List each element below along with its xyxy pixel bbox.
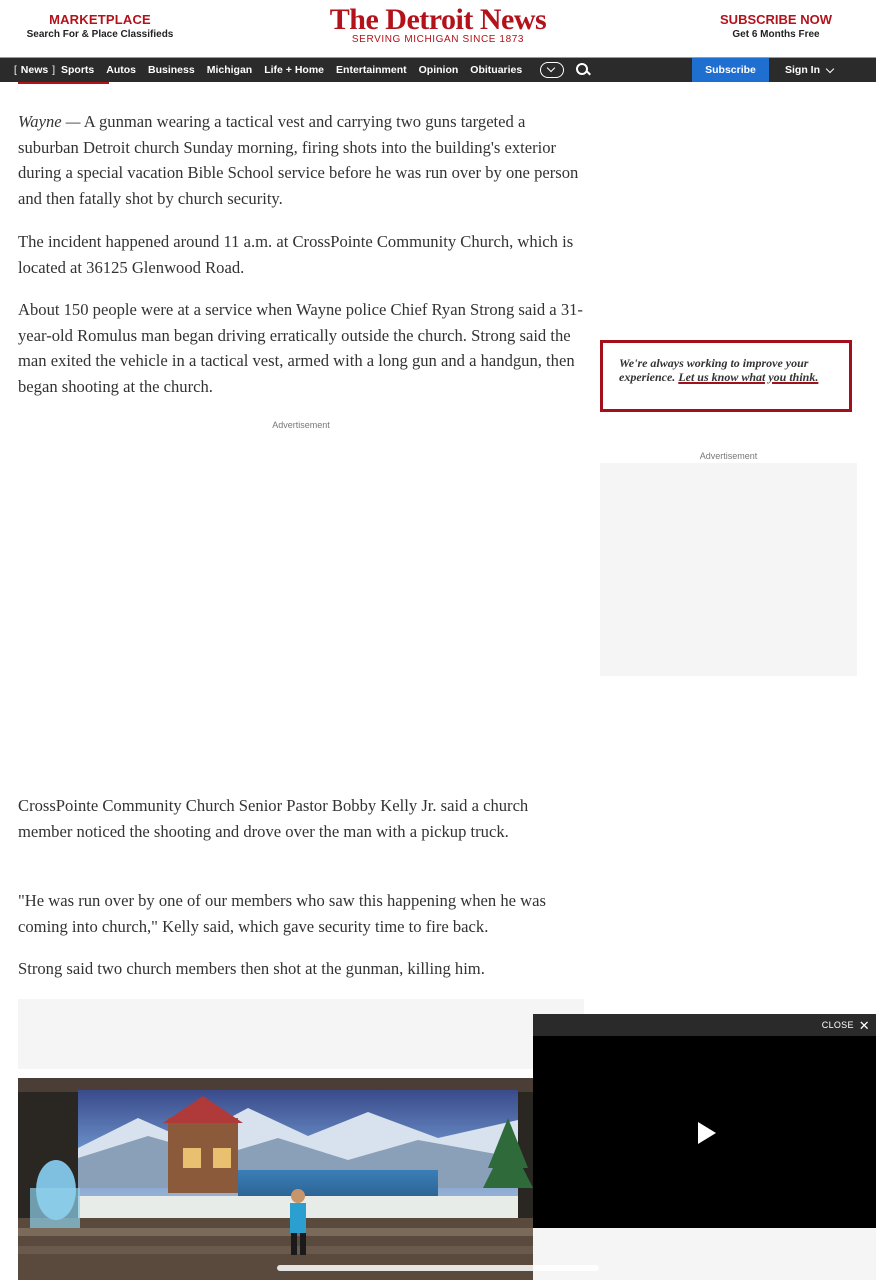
close-video-button[interactable] bbox=[822, 1017, 870, 1033]
nav-active-bracket-close: ] bbox=[52, 64, 55, 76]
article-paragraph bbox=[18, 297, 586, 400]
nav-more-chevron-icon[interactable] bbox=[540, 62, 564, 78]
advertisement-label: Advertisement bbox=[272, 420, 330, 430]
article-paragraph bbox=[18, 793, 586, 844]
subscribe-button[interactable]: Subscribe bbox=[692, 58, 769, 82]
nav-item-sports[interactable]: Sports bbox=[61, 64, 95, 76]
nav-item-opinion[interactable]: Opinion bbox=[418, 64, 459, 76]
church-stage-image bbox=[18, 1078, 534, 1280]
main-nav bbox=[0, 57, 876, 82]
site-header bbox=[0, 0, 876, 57]
site-logo[interactable] bbox=[300, 4, 576, 45]
close-label: CLOSE bbox=[821, 1020, 854, 1030]
video-caption-area bbox=[533, 1228, 876, 1280]
section-rule bbox=[18, 82, 109, 84]
article-dateline: Wayne — bbox=[18, 112, 81, 131]
article-paragraph bbox=[18, 956, 586, 982]
nav-item-business[interactable]: Business bbox=[148, 64, 195, 76]
paragraph-2-text: The incident happened around 11 a.m. at CrossPointe Community Church, which is located at 36125 Glenwood Road. bbox=[18, 232, 574, 277]
subscribe-promo-title: SUBSCRIBE NOW bbox=[720, 12, 832, 27]
paragraph-1-text: A gunman wearing a tactical vest and carrying two guns targeted a suburban Detroit church Sunday morning, firing shots into the building's exterior during a special vacation Bible School service before he was run over by one person and then fatally shot by church security. bbox=[18, 112, 579, 209]
logo-name: The Detroit News bbox=[329, 3, 547, 36]
sidebar-advertisement-label: Advertisement bbox=[699, 451, 758, 461]
sign-in-label: Sign In bbox=[785, 64, 820, 76]
feedback-link[interactable]: Let us know what you think. bbox=[678, 369, 819, 384]
marketplace-subtitle: Search For & Place Classifieds bbox=[26, 29, 174, 40]
article-paragraph bbox=[18, 888, 586, 939]
floating-video-player[interactable] bbox=[533, 1014, 876, 1280]
video-screen[interactable] bbox=[533, 1036, 876, 1228]
home-indicator[interactable] bbox=[277, 1265, 599, 1271]
article-photo[interactable] bbox=[18, 1078, 534, 1280]
nav-item-entertainment[interactable]: Entertainment bbox=[336, 64, 407, 76]
nav-item-autos[interactable]: Autos bbox=[106, 64, 137, 76]
sidebar-ad-placeholder bbox=[600, 463, 857, 676]
subscribe-promo-subtitle: Get 6 Months Free bbox=[732, 29, 820, 40]
subscribe-promo-link[interactable] bbox=[676, 12, 876, 40]
feedback-text bbox=[619, 357, 843, 384]
nav-item-michigan[interactable]: Michigan bbox=[206, 64, 253, 76]
nav-item-news[interactable]: News bbox=[20, 64, 49, 76]
ad-placeholder bbox=[18, 999, 584, 1069]
nav-active-bracket-open: [ bbox=[14, 64, 17, 76]
feedback-box bbox=[600, 340, 852, 412]
video-player-bar bbox=[533, 1014, 876, 1036]
sign-in-menu[interactable] bbox=[785, 58, 833, 82]
paragraph-3-text: About 150 people were at a service when Wayne police Chief Ryan Strong said a 31-year-old Romulus man began driving erratically outside the church. Strong said the man exited the vehicle in a tactical vest, armed with a long gun and a handgun, then began shooting at the church. bbox=[18, 300, 583, 397]
marketplace-link[interactable] bbox=[0, 12, 200, 40]
article-paragraph bbox=[18, 109, 586, 212]
paragraph-4-text: CrossPointe Community Church Senior Pastor Bobby Kelly Jr. said a church member noticed the shooting and drove over the man with a pickup truck. bbox=[18, 796, 529, 841]
marketplace-title: MARKETPLACE bbox=[49, 12, 151, 27]
logo-tagline: SERVING MICHIGAN SINCE 1873 bbox=[351, 34, 525, 45]
search-icon[interactable] bbox=[576, 63, 590, 77]
close-icon: ✕ bbox=[858, 1017, 870, 1033]
chevron-down-icon bbox=[826, 64, 834, 72]
nav-item-obituaries[interactable]: Obituaries bbox=[470, 64, 523, 76]
nav-item-life-home[interactable]: Life + Home bbox=[264, 64, 325, 76]
feedback-message: We're always working to improve your experience. bbox=[619, 356, 809, 384]
play-icon[interactable] bbox=[698, 1122, 716, 1144]
paragraph-5-text: "He was run over by one of our members who saw this happening when he was coming into church," Kelly said, which gave security time to fire back. bbox=[18, 891, 546, 936]
article-paragraph bbox=[18, 229, 586, 280]
paragraph-6-text: Strong said two church members then shot at the gunman, killing him. bbox=[18, 959, 485, 978]
